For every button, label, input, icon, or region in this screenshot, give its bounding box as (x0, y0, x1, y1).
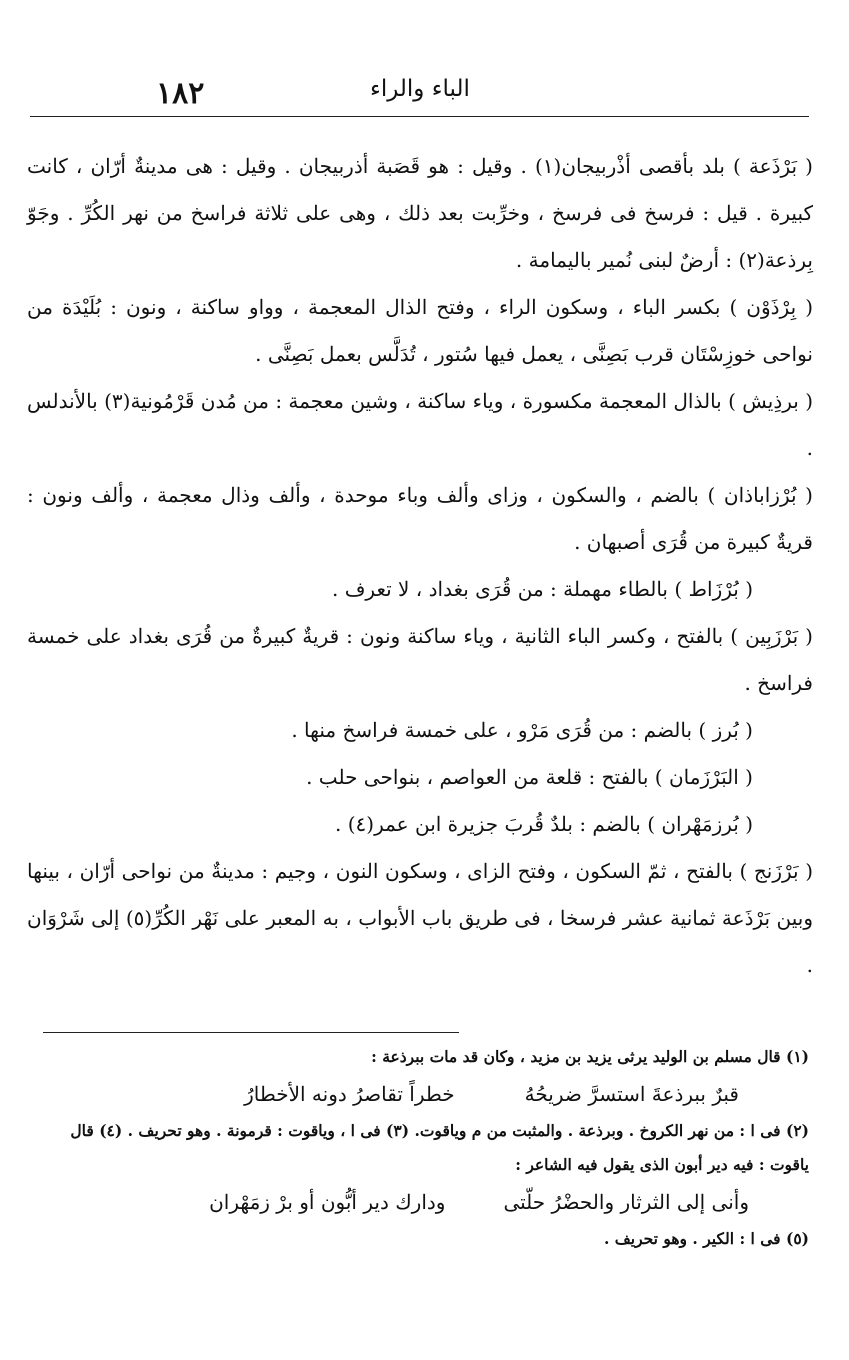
running-header (30, 70, 809, 110)
entry-barzabin: ( بَرْزَبِين ) بالفتح ، وكسر الباء الثانية ، وياء ساكنة ونون : قريةٌ كبيرةٌ من قُرَى بغداد على خمسة فراسخ . (27, 624, 813, 695)
footnote-1: (١) قال مسلم بن الوليد يرثى يزيد بن مزيد ، وكان قد مات ببرذعة : (371, 1047, 809, 1066)
footnote-5: (٥) فى ا : الكير . وهو تحريف . (603, 1229, 809, 1248)
entry-burz: ( بُرز ) بالضم : من قُرَى مَرْو ، على خمسة فراسخ منها . (291, 718, 753, 742)
header-divider (30, 116, 809, 117)
entry-barzanj: ( بَرْزَنج ) بالفتح ، ثمّ السكون ، وفتح الزاى ، وسكون النون ، وجيم : مدينةٌ من نواحى أرّان ، بينها وبين بَرْذَعة ثمانية عشر فرسخا ، فى طريق باب الأبواب ، به المعبر على نَهْر الكُرِّ(٥) إلى شَرْوَان . (27, 859, 814, 977)
footnote-divider (43, 1032, 459, 1033)
verse-1-second-hemistich: خطراً تقاصرُ دونه الأخطارُ (244, 1082, 455, 1106)
dictionary-entries (27, 143, 813, 989)
footnote-2-3-4: (٢) فى ا : من نهر الكروخ . وبرذعة . والمثبت من م وياقوت. (٣) فى ا ، وياقوت : قرمونة . وهو تحريف . (٤) قال ياقوت : فيه دير أبون الذى يقول فيه الشاعر : (70, 1121, 809, 1174)
entry-birdhawn: ( بِرْذَوْن ) بكسر الباء ، وسكون الراء ، وفتح الذال المعجمة ، وواو ساكنة ، ونون : بُلَيْدَة من نواحى خوزِسْتَان قرب بَصِنَّى ، يعمل فيها سُتور ، تُدَلَّس بعمل بَصِنَّى . (27, 295, 813, 366)
verse-2-second-hemistich: ودارك دير أبُّون أو برْ زمَهْران (209, 1190, 446, 1214)
entry-barzaman: ( البَرْزَمان ) بالفتح : قلعة من العواصم ، بنواحى حلب . (306, 765, 753, 789)
entry-bardhaa: ( بَرْذَعة ) بلد بأقصى أذْربيجان(١) . وقيل : هو قَصَبة أذربيجان . وقيل : هى مدينةٌ أرّان ، كانت كبيرة . قيل : فرسخ فى فرسخ ، وخرِّبت بعد ذلك ، وهى على ثلاثة فراسخ من نهر الكُرِّ . وجَوّ بِرذعة(٢) : أرضٌ لبنى نُمير باليمامة . (27, 154, 813, 272)
entry-burzat: ( بُرْزَاط ) بالطاء مهملة : من قُرَى بغداد ، لا تعرف . (331, 577, 753, 601)
running-title: الباء والراء (370, 76, 470, 102)
footnote-1-verse (55, 1074, 809, 1114)
entry-bardhish: ( برذِيش ) بالذال المعجمة مكسورة ، وياء ساكنة ، وشين معجمة : من مُدن قَرْمُونية(٣) بالأندلس . (27, 389, 813, 460)
page-number: ١٨٢ (156, 76, 205, 111)
verse-2-first-hemistich: وأنى إلى الثرثار والحضْرُ حلّتى (503, 1190, 749, 1214)
entry-burzmahran: ( بُرزمَهْران ) بالضم : بلدٌ قُربَ جزيرة ابن عمر(٤) . (335, 812, 753, 836)
footnotes (55, 1040, 809, 1256)
entry-burzabadhan: ( بُرْزاباذان ) بالضم ، والسكون ، وزاى وألف وباء موحدة ، وألف وذال معجمة ، وألف ونون : قريةٌ كبيرة من قُرَى أصبهان . (27, 483, 813, 554)
verse-1-first-hemistich: قبرٌ ببرذعةَ استسرَّ ضريحُهُ (524, 1082, 739, 1106)
footnote-4-verse (55, 1182, 809, 1222)
